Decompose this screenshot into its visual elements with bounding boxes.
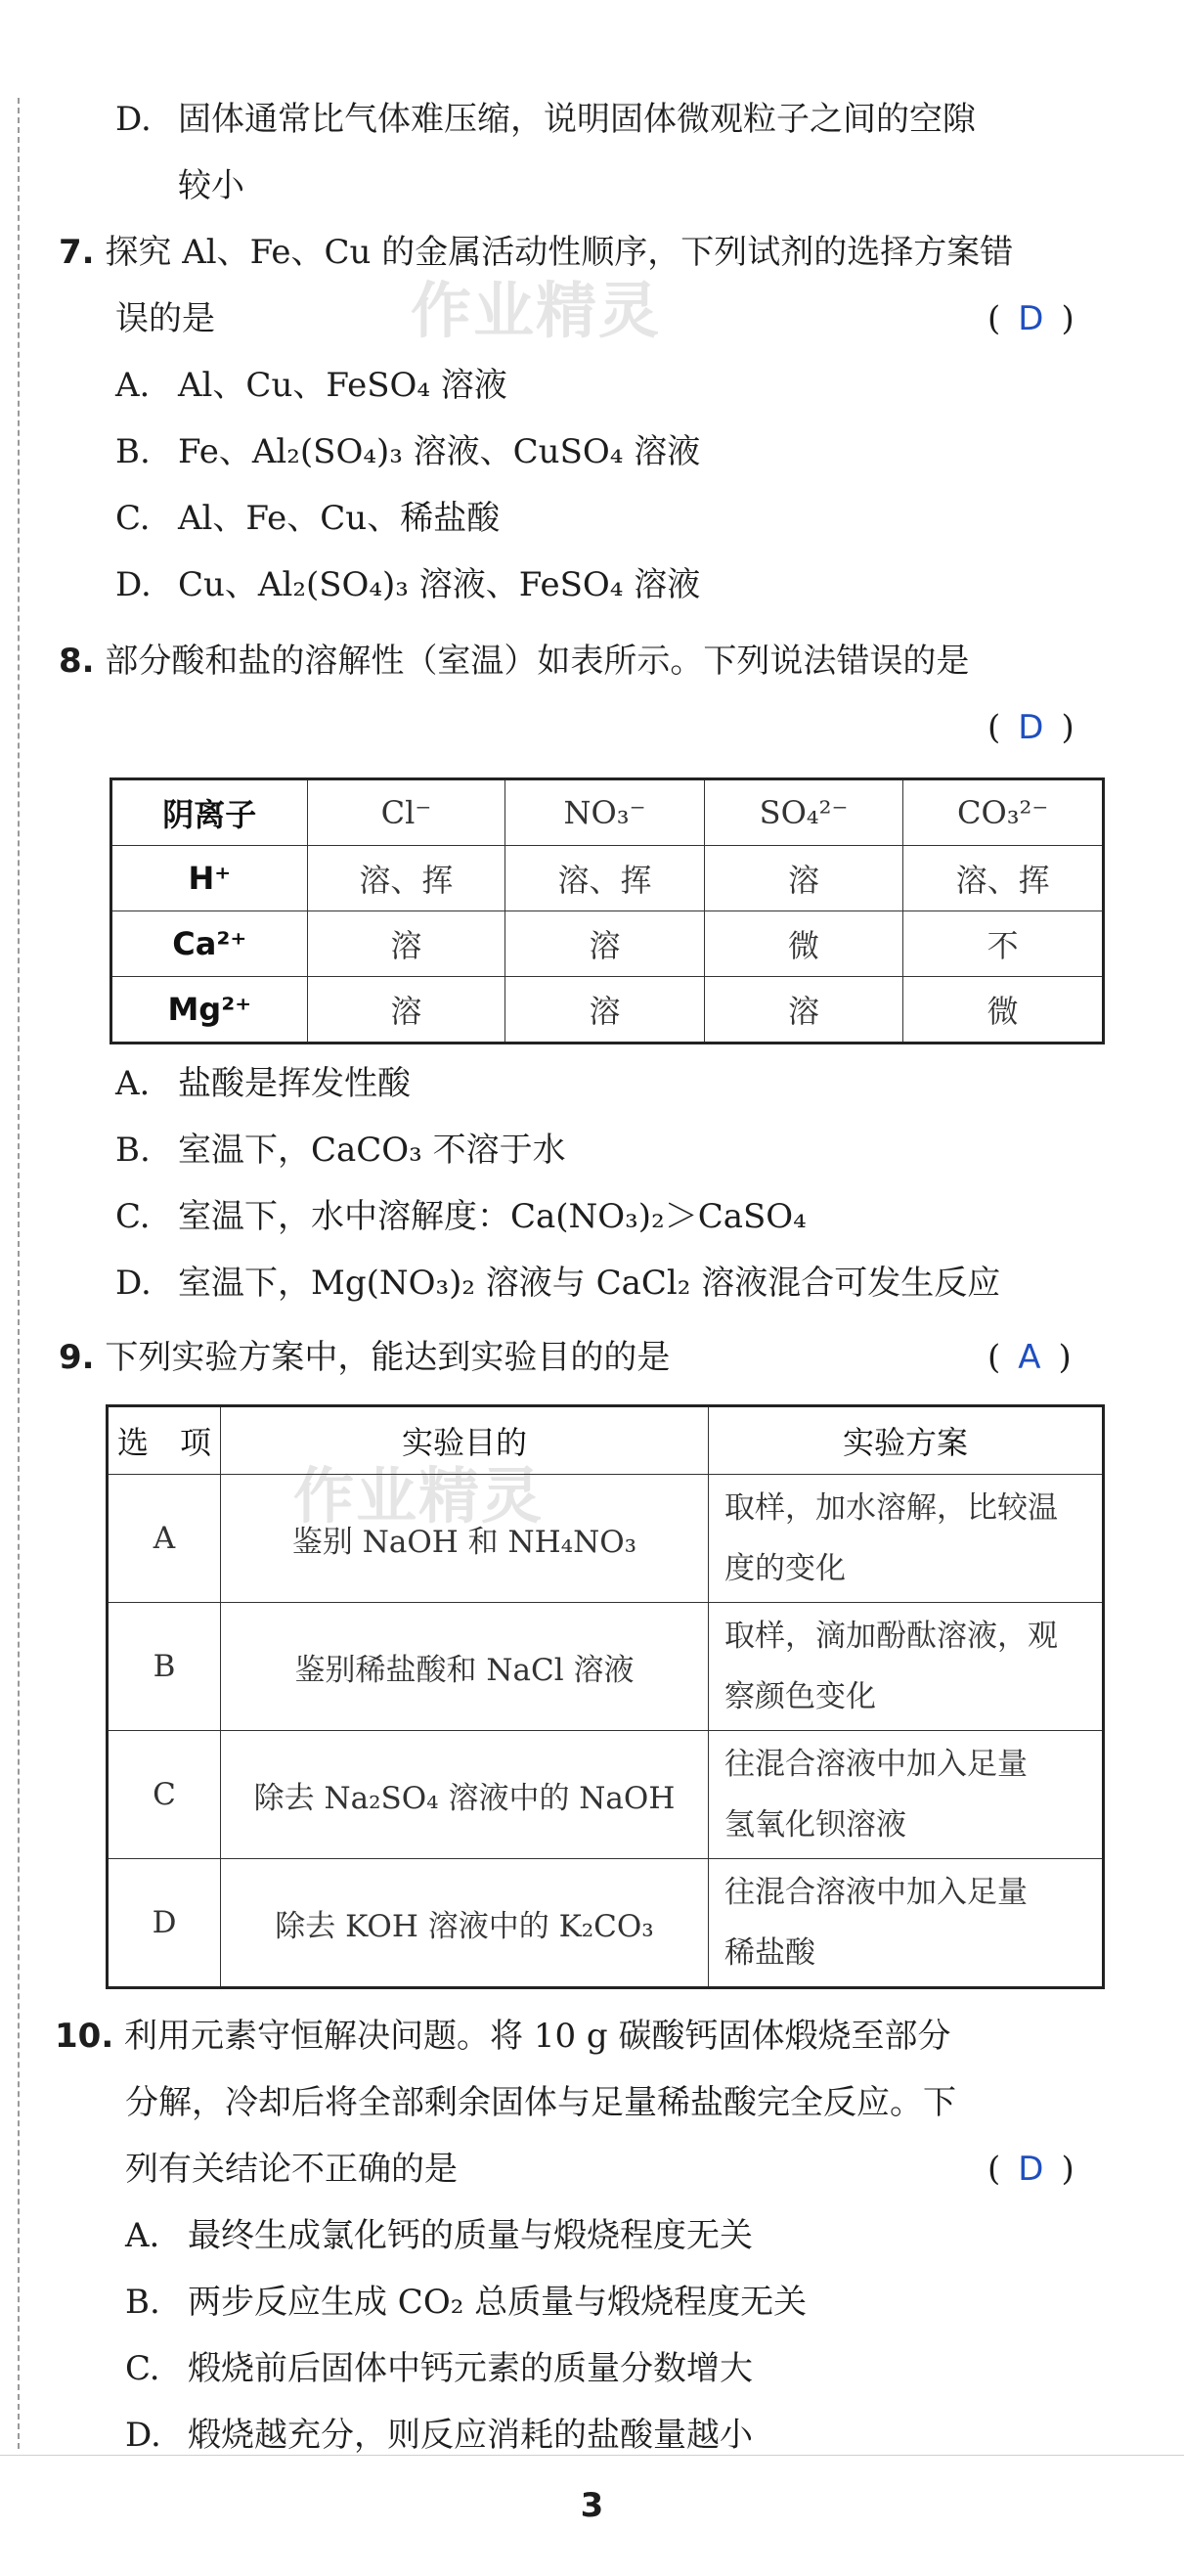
q8-option-c bbox=[115, 1195, 807, 1238]
question-number: 7. bbox=[59, 233, 95, 272]
q9-stem bbox=[59, 1336, 670, 1379]
plan-line: 稀盐酸 bbox=[724, 1935, 815, 1971]
page-number: 3 bbox=[580, 2486, 604, 2525]
bracket-open: ( bbox=[987, 299, 1001, 338]
plan-line: 取样，加水溶解，比较温 bbox=[724, 1490, 1058, 1526]
q10-option-c bbox=[125, 2347, 753, 2390]
cation-header: Ca²⁺ bbox=[111, 911, 308, 977]
question-number: 8. bbox=[59, 642, 95, 681]
purpose-cell: 鉴别稀盐酸和 NaCl 溶液 bbox=[221, 1603, 709, 1731]
q8-option-b bbox=[115, 1129, 566, 1172]
solubility-table bbox=[110, 777, 1105, 1044]
experiment-table bbox=[106, 1404, 1105, 1989]
bracket-close: ) bbox=[1061, 708, 1074, 747]
q10-stem-line2: 分解，冷却后将全部剩余固体与足量稀盐酸完全反应。下 bbox=[125, 2083, 956, 2122]
option-label: B. bbox=[125, 2283, 160, 2322]
table-corner-cell: 阴离子 bbox=[111, 779, 308, 846]
option-text: 最终生成氯化钙的质量与煅烧程度无关 bbox=[188, 2216, 753, 2255]
table-cell: 溶 bbox=[704, 977, 903, 1044]
option-text: 固体通常比气体难压缩，说明固体微观粒子之间的空隙 bbox=[178, 100, 976, 139]
column-header: 实验方案 bbox=[709, 1406, 1104, 1475]
option-label: D. bbox=[125, 2416, 161, 2455]
table-cell: 溶、挥 bbox=[307, 846, 505, 911]
table-row bbox=[111, 977, 1104, 1044]
q7-answer bbox=[987, 297, 1074, 340]
option-text: Al、Cu、FeSO₄ 溶液 bbox=[178, 366, 507, 405]
cation-header: H⁺ bbox=[111, 846, 308, 911]
q6-option-d-line2: 较小 bbox=[178, 166, 244, 205]
anion-header: SO₄²⁻ bbox=[704, 779, 903, 846]
option-label: D. bbox=[115, 1264, 152, 1303]
column-header: 实验目的 bbox=[221, 1406, 709, 1475]
plan-cell bbox=[709, 1603, 1104, 1731]
bracket-open: ( bbox=[987, 2150, 1001, 2189]
option-label: A. bbox=[125, 2216, 160, 2255]
plan-cell bbox=[709, 1731, 1104, 1859]
option-cell: B bbox=[108, 1603, 221, 1731]
q10-stem-line3: 列有关结论不正确的是 bbox=[125, 2150, 458, 2189]
question-text: 探究 Al、Fe、Cu 的金属活动性顺序，下列试剂的选择方案错 bbox=[105, 233, 1014, 272]
table-cell: 溶 bbox=[307, 911, 505, 977]
option-text: Al、Fe、Cu、稀盐酸 bbox=[178, 499, 501, 538]
q8-answer bbox=[987, 706, 1074, 749]
q10-option-b bbox=[125, 2281, 807, 2324]
anion-header: Cl⁻ bbox=[307, 779, 505, 846]
purpose-cell: 除去 Na₂SO₄ 溶液中的 NaOH bbox=[221, 1731, 709, 1859]
purpose-cell: 除去 KOH 溶液中的 K₂CO₃ bbox=[221, 1859, 709, 1988]
anion-header: CO₃²⁻ bbox=[903, 779, 1104, 846]
table-row bbox=[108, 1859, 1104, 1988]
plan-line: 度的变化 bbox=[724, 1551, 846, 1586]
q10-stem bbox=[55, 2015, 951, 2058]
table-cell: 溶 bbox=[307, 977, 505, 1044]
q7-option-c bbox=[115, 497, 500, 540]
q7-option-b bbox=[115, 430, 700, 473]
table-cell: 微 bbox=[704, 911, 903, 977]
option-text: 室温下，Mg(NO₃)₂ 溶液与 CaCl₂ 溶液混合可发生反应 bbox=[178, 1264, 1001, 1303]
answer-letter: D bbox=[1018, 2150, 1044, 2189]
option-label: A. bbox=[115, 366, 151, 405]
table-header-row bbox=[108, 1406, 1104, 1475]
plan-line: 往混合溶液中加入足量 bbox=[724, 1875, 1028, 1910]
q8-stem bbox=[59, 640, 969, 683]
watermark-logo: 作业精灵 bbox=[411, 275, 662, 346]
cation-header: Mg²⁺ bbox=[111, 977, 308, 1044]
option-cell: A bbox=[108, 1475, 221, 1603]
binding-dashed-line bbox=[18, 98, 20, 2449]
q10-option-a bbox=[125, 2214, 753, 2257]
plan-cell bbox=[709, 1475, 1104, 1603]
table-cell: 微 bbox=[903, 977, 1104, 1044]
bracket-open: ( bbox=[987, 1338, 1001, 1377]
q9-answer bbox=[987, 1336, 1072, 1379]
table-row bbox=[108, 1731, 1104, 1859]
q8-option-d bbox=[115, 1262, 1000, 1305]
table-cell: 不 bbox=[903, 911, 1104, 977]
option-label: D. bbox=[115, 565, 152, 604]
table-cell: 溶、挥 bbox=[903, 846, 1104, 911]
q6-option-d bbox=[115, 98, 976, 141]
bracket-close: ) bbox=[1058, 1338, 1072, 1377]
option-label: C. bbox=[115, 499, 151, 538]
table-row bbox=[111, 911, 1104, 977]
option-text: Fe、Al₂(SO₄)₃ 溶液、CuSO₄ 溶液 bbox=[178, 432, 701, 471]
option-text: 煅烧越充分，则反应消耗的盐酸量越小 bbox=[188, 2416, 753, 2455]
question-text: 利用元素守恒解决问题。将 10 g 碳酸钙固体煅烧至部分 bbox=[124, 2017, 951, 2056]
question-text: 部分酸和盐的溶解性（室温）如表所示。下列说法错误的是 bbox=[105, 642, 970, 681]
bracket-close: ) bbox=[1061, 2150, 1074, 2189]
option-text: Cu、Al₂(SO₄)₃ 溶液、FeSO₄ 溶液 bbox=[178, 565, 701, 604]
q7-option-a bbox=[115, 364, 507, 407]
bracket-close: ) bbox=[1061, 299, 1074, 338]
option-text: 室温下，CaCO₃ 不溶于水 bbox=[178, 1131, 566, 1170]
plan-line: 察颜色变化 bbox=[724, 1679, 876, 1714]
table-cell: 溶 bbox=[505, 977, 704, 1044]
option-label: C. bbox=[125, 2349, 160, 2388]
plan-line: 取样，滴加酚酞溶液，观 bbox=[724, 1619, 1058, 1654]
q10-option-d bbox=[125, 2414, 753, 2457]
option-text: 盐酸是挥发性酸 bbox=[178, 1064, 411, 1103]
anion-header: NO₃⁻ bbox=[505, 779, 704, 846]
option-label: B. bbox=[115, 1131, 151, 1170]
table-row bbox=[108, 1603, 1104, 1731]
option-cell: D bbox=[108, 1859, 221, 1988]
table-header-row bbox=[111, 779, 1104, 846]
option-label: A. bbox=[115, 1064, 151, 1103]
answer-letter: D bbox=[1018, 299, 1044, 338]
question-text: 下列实验方案中，能达到实验目的的是 bbox=[105, 1338, 671, 1377]
option-label: C. bbox=[115, 1197, 151, 1236]
table-cell: 溶 bbox=[505, 911, 704, 977]
option-text: 煅烧前后固体中钙元素的质量分数增大 bbox=[188, 2349, 753, 2388]
q10-answer bbox=[987, 2148, 1074, 2191]
option-text: 两步反应生成 CO₂ 总质量与煅烧程度无关 bbox=[188, 2283, 808, 2322]
watermark-logo: 作业精灵 bbox=[293, 1460, 545, 1532]
question-number: 10. bbox=[55, 2017, 114, 2056]
table-row bbox=[108, 1475, 1104, 1603]
table-row bbox=[111, 846, 1104, 911]
q8-option-a bbox=[115, 1062, 411, 1105]
q7-option-d bbox=[115, 563, 700, 606]
plan-cell bbox=[709, 1859, 1104, 1988]
q7-stem-line2: 误的是 bbox=[115, 299, 215, 338]
purpose-cell: 鉴别 NaOH 和 NH₄NO₃ bbox=[221, 1475, 709, 1603]
plan-line: 往混合溶液中加入足量 bbox=[724, 1747, 1028, 1782]
q7-stem bbox=[59, 231, 1013, 274]
bracket-open: ( bbox=[987, 708, 1001, 747]
option-label: B. bbox=[115, 432, 151, 471]
option-label: D. bbox=[115, 100, 152, 139]
option-text: 室温下，水中溶解度：Ca(NO₃)₂＞CaSO₄ bbox=[178, 1197, 807, 1236]
table-cell: 溶、挥 bbox=[505, 846, 704, 911]
answer-letter: A bbox=[1018, 1338, 1041, 1377]
answer-letter: D bbox=[1018, 708, 1044, 747]
footer-divider bbox=[0, 2455, 1184, 2456]
option-cell: C bbox=[108, 1731, 221, 1859]
plan-line: 氢氧化钡溶液 bbox=[724, 1807, 906, 1843]
table-cell: 溶 bbox=[704, 846, 903, 911]
column-header: 选 项 bbox=[108, 1406, 221, 1475]
question-number: 9. bbox=[59, 1338, 95, 1377]
